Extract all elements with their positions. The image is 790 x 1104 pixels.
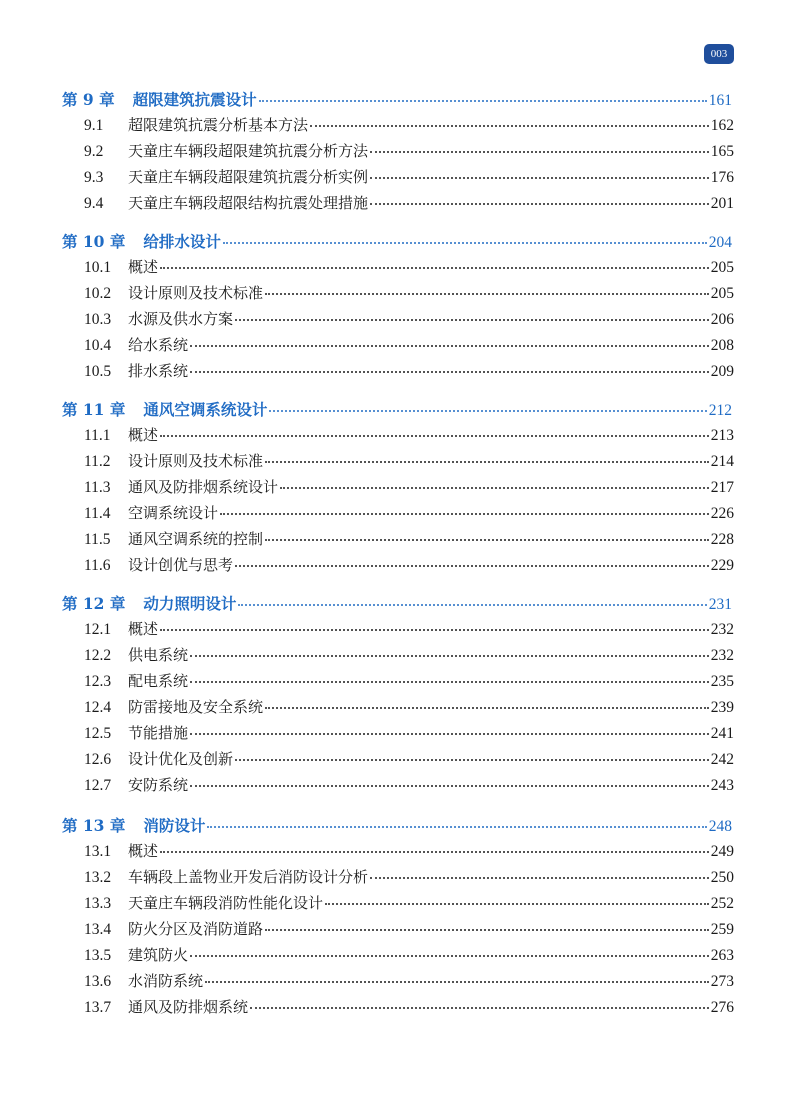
dot-leader xyxy=(235,564,709,567)
dot-leader xyxy=(265,292,709,295)
section-number: 12.5 xyxy=(84,725,112,742)
dot-leader xyxy=(370,202,709,205)
section-title: 设计优化及创新 xyxy=(128,750,234,768)
toc-section-row[interactable] xyxy=(84,722,734,746)
toc-section-row[interactable] xyxy=(84,970,734,994)
dot-leader xyxy=(280,486,709,489)
page-reference: 232 xyxy=(710,647,734,664)
toc-section-row[interactable] xyxy=(84,424,734,448)
page-reference: 235 xyxy=(710,673,734,690)
page-reference: 239 xyxy=(710,699,734,716)
section-number: 11.3 xyxy=(84,479,111,496)
toc-section-row[interactable] xyxy=(84,528,734,552)
section-number: 13.3 xyxy=(84,895,112,912)
dot-leader xyxy=(250,1006,709,1009)
dot-leader xyxy=(238,603,706,606)
page-reference: 263 xyxy=(710,947,734,964)
section-number: 13.4 xyxy=(84,921,112,938)
section-number: 12.4 xyxy=(84,699,112,716)
page-reference: 214 xyxy=(710,453,734,470)
section-title: 通风及防排烟系统 xyxy=(128,998,249,1016)
section-number: 9.4 xyxy=(84,195,104,212)
dot-leader xyxy=(190,732,709,735)
chapter-number: 第 13 章 xyxy=(62,816,126,835)
page-reference: 228 xyxy=(710,531,734,548)
section-number: 11.6 xyxy=(84,557,111,574)
section-title: 防雷接地及安全系统 xyxy=(128,698,264,716)
toc-section-row[interactable] xyxy=(84,192,734,216)
chapter-title: 给排水设计 xyxy=(143,232,221,251)
dot-leader xyxy=(265,706,709,709)
section-number: 10.2 xyxy=(84,285,112,302)
page-reference: 217 xyxy=(710,479,734,496)
toc-section-row[interactable] xyxy=(84,114,734,138)
section-title: 天童庄车辆段超限结构抗震处理措施 xyxy=(128,194,369,212)
toc-section-row[interactable] xyxy=(84,696,734,720)
dot-leader xyxy=(190,954,709,957)
section-number: 10.1 xyxy=(84,259,112,276)
section-number: 11.5 xyxy=(84,531,111,548)
toc-section-row[interactable] xyxy=(84,892,734,916)
page-reference: 176 xyxy=(710,169,734,186)
dot-leader xyxy=(235,758,709,761)
dot-leader xyxy=(325,902,709,905)
page-reference: 205 xyxy=(710,259,734,276)
page-reference: 206 xyxy=(710,311,734,328)
section-title: 概述 xyxy=(128,842,159,860)
page-reference: 201 xyxy=(710,195,734,212)
toc-section-row[interactable] xyxy=(84,476,734,500)
page-reference: 249 xyxy=(710,843,734,860)
section-title: 车辆段上盖物业开发后消防设计分析 xyxy=(128,868,369,886)
chapter-number: 第 11 章 xyxy=(62,400,126,419)
dot-leader xyxy=(259,99,707,102)
section-title: 天童庄车辆段超限建筑抗震分析方法 xyxy=(128,142,369,160)
dot-leader xyxy=(265,538,709,541)
section-number: 9.1 xyxy=(84,117,104,134)
section-title: 天童庄车辆段消防性能化设计 xyxy=(128,894,324,912)
dot-leader xyxy=(190,654,709,657)
dot-leader xyxy=(269,409,706,412)
section-number: 12.2 xyxy=(84,647,112,664)
section-title: 供电系统 xyxy=(128,646,189,664)
section-title: 空调系统设计 xyxy=(128,504,219,522)
toc-chapter-row[interactable] xyxy=(62,88,732,112)
page-reference: 213 xyxy=(710,427,734,444)
section-title: 设计创优与思考 xyxy=(128,556,234,574)
section-number: 12.7 xyxy=(84,777,112,794)
toc-section-row[interactable] xyxy=(84,748,734,772)
page-reference: 252 xyxy=(710,895,734,912)
toc-section-row[interactable] xyxy=(84,866,734,890)
chapter-title: 动力照明设计 xyxy=(143,594,237,613)
dot-leader xyxy=(205,980,709,983)
toc-section-row[interactable] xyxy=(84,308,734,332)
section-title: 水消防系统 xyxy=(128,972,204,990)
page-reference: 231 xyxy=(708,596,732,613)
section-number: 13.2 xyxy=(84,869,112,886)
dot-leader xyxy=(160,266,709,269)
toc-chapter-row[interactable] xyxy=(62,230,732,254)
section-number: 13.6 xyxy=(84,973,112,990)
section-number: 13.5 xyxy=(84,947,112,964)
chapter-number: 第 10 章 xyxy=(62,232,126,251)
section-number: 9.3 xyxy=(84,169,104,186)
toc-chapter-row[interactable] xyxy=(62,592,732,616)
section-number: 11.2 xyxy=(84,453,111,470)
dot-leader xyxy=(190,370,709,373)
toc-section-row[interactable] xyxy=(84,554,734,578)
section-title: 通风空调系统的控制 xyxy=(128,530,264,548)
section-title: 水源及供水方案 xyxy=(128,310,234,328)
section-title: 建筑防火 xyxy=(128,946,189,964)
dot-leader xyxy=(265,460,709,463)
page-reference: 259 xyxy=(710,921,734,938)
toc-section-row[interactable] xyxy=(84,360,734,384)
section-number: 12.6 xyxy=(84,751,112,768)
section-number: 10.4 xyxy=(84,337,112,354)
dot-leader xyxy=(190,784,709,787)
section-title: 防火分区及消防道路 xyxy=(128,920,264,938)
page-reference: 242 xyxy=(710,751,734,768)
section-title: 超限建筑抗震分析基本方法 xyxy=(128,116,309,134)
dot-leader xyxy=(265,928,709,931)
section-title: 节能措施 xyxy=(128,724,189,742)
page-reference: 204 xyxy=(708,234,732,251)
section-title: 通风及防排烟系统设计 xyxy=(128,478,279,496)
chapter-title: 超限建筑抗震设计 xyxy=(132,90,257,109)
dot-leader xyxy=(207,825,706,828)
dot-leader xyxy=(370,150,709,153)
toc-section-row[interactable] xyxy=(84,774,734,798)
toc-section-row[interactable] xyxy=(84,918,734,942)
section-title: 配电系统 xyxy=(128,672,189,690)
dot-leader xyxy=(190,680,709,683)
toc-section-row[interactable] xyxy=(84,944,734,968)
chapter-title: 通风空调系统设计 xyxy=(143,400,268,419)
page-reference: 243 xyxy=(710,777,734,794)
chapter-number: 第 12 章 xyxy=(62,594,126,613)
dot-leader xyxy=(160,434,709,437)
dot-leader xyxy=(370,876,709,879)
section-number: 13.1 xyxy=(84,843,112,860)
page-reference: 248 xyxy=(708,818,732,835)
toc-section-row[interactable] xyxy=(84,618,734,642)
page-reference: 208 xyxy=(710,337,734,354)
section-title: 设计原则及技术标准 xyxy=(128,284,264,302)
page-reference: 276 xyxy=(710,999,734,1016)
chapter-title: 消防设计 xyxy=(143,816,206,835)
section-title: 安防系统 xyxy=(128,776,189,794)
section-number: 11.1 xyxy=(84,427,111,444)
page-reference: 273 xyxy=(710,973,734,990)
page-reference: 162 xyxy=(710,117,734,134)
dot-leader xyxy=(310,124,709,127)
page-number-badge: 003 xyxy=(704,44,734,64)
toc-section-row[interactable] xyxy=(84,502,734,526)
section-number: 12.1 xyxy=(84,621,112,638)
page-reference: 161 xyxy=(708,92,732,109)
section-title: 天童庄车辆段超限建筑抗震分析实例 xyxy=(128,168,369,186)
dot-leader xyxy=(220,512,709,515)
dot-leader xyxy=(223,241,707,244)
section-number: 9.2 xyxy=(84,143,104,160)
toc-section-row[interactable] xyxy=(84,166,734,190)
section-number: 11.4 xyxy=(84,505,111,522)
toc-chapter-row[interactable] xyxy=(62,814,732,838)
toc-section-row[interactable] xyxy=(84,450,734,474)
page-reference: 165 xyxy=(710,143,734,160)
page-reference: 212 xyxy=(708,402,732,419)
dot-leader xyxy=(160,850,709,853)
section-number: 10.3 xyxy=(84,311,112,328)
section-title: 设计原则及技术标准 xyxy=(128,452,264,470)
section-title: 给水系统 xyxy=(128,336,189,354)
section-title: 概述 xyxy=(128,620,159,638)
page-reference: 205 xyxy=(710,285,734,302)
toc-section-row[interactable] xyxy=(84,644,734,668)
dot-leader xyxy=(235,318,709,321)
section-number: 10.5 xyxy=(84,363,112,380)
page-reference: 250 xyxy=(710,869,734,886)
toc-section-row[interactable] xyxy=(84,334,734,358)
chapter-number: 第 9 章 xyxy=(62,90,115,109)
toc-section-row[interactable] xyxy=(84,140,734,164)
page-reference: 229 xyxy=(710,557,734,574)
page-reference: 226 xyxy=(710,505,734,522)
dot-leader xyxy=(190,344,709,347)
toc-section-row[interactable] xyxy=(84,996,734,1020)
page-reference: 241 xyxy=(710,725,734,742)
toc-section-row[interactable] xyxy=(84,282,734,306)
toc-chapter-row[interactable] xyxy=(62,398,732,422)
section-number: 12.3 xyxy=(84,673,112,690)
toc-section-row[interactable] xyxy=(84,670,734,694)
section-title: 概述 xyxy=(128,426,159,444)
page-reference: 209 xyxy=(710,363,734,380)
page-reference: 232 xyxy=(710,621,734,638)
toc-section-row[interactable] xyxy=(84,256,734,280)
dot-leader xyxy=(160,628,709,631)
toc-section-row[interactable] xyxy=(84,840,734,864)
section-title: 概述 xyxy=(128,258,159,276)
dot-leader xyxy=(370,176,709,179)
section-title: 排水系统 xyxy=(128,362,189,380)
section-number: 13.7 xyxy=(84,999,112,1016)
